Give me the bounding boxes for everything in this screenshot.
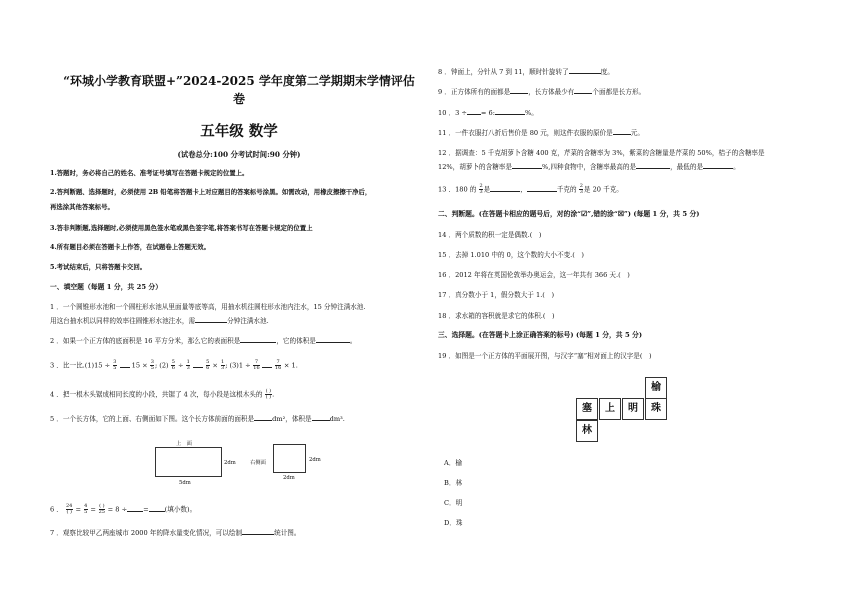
question-16: 16 ．2012 年将在英国伦敦举办奥运会，这一年共有 366 天.( ) [438,271,630,279]
answer-blank [512,162,542,169]
top-face-height: 2dm [224,460,236,466]
question-12-line2: 12%，胡萝卜的含糖率是 %,四种食物中，含糖率最高的是 ，最低的是 。 [438,163,740,171]
right-face-height: 2dm [309,457,321,463]
exam-info: (试卷总分:100 分考试时间:90 分钟) [177,150,301,159]
question-17: 17 ．真分数小于 1，假分数大于 1.( ) [438,291,555,299]
fraction: $\frac{24}{( )}$ [66,503,73,515]
question-10: 10 ．3 ÷ = 6: %。 [438,109,538,117]
question-15: 15 ．去掉 1.010 中的 0，这个数的大小不变.( ) [438,251,584,259]
answer-blank [495,108,525,115]
fraction: $\frac{3}{5}$ [113,359,117,371]
answer-blank [195,316,227,323]
exam-title-line1: “环城小学教育联盟+”2024-2025 学年度第二学期期末学情评估 [63,74,415,88]
question-12-line1: 12 ．据调查：5 千克胡萝卜含糖 400 克，芹菜的含糖率为 3%，紫菜的含糖量是芹菜的 50%，桔子的含糖率是 [438,149,765,157]
answer-blank [240,336,276,343]
top-face-rectangle [155,447,222,477]
section1-heading: 一、填空题（每题 1 分，共 25 分） [50,283,163,291]
fraction: $\frac{1}{3}$ [221,359,225,371]
answer-blank [312,414,330,421]
right-face-width: 2dm [283,475,295,481]
option-b[interactable]: B．林 [444,479,463,487]
top-face-label: 上 面 [176,441,192,447]
net-cell-6: 林 [576,420,598,442]
net-cell-3: 上 [599,398,621,420]
instruction-3: 3.答非判断题,选择题时,必须使用黑色签水笔或黑色签字笔,将答案书写在答题卡规定的位置上 [50,224,313,232]
question-1-line1: 1 ．一个圆锥形水池和一个圆柱形水池从里面量等底等高，用抽水机往圆柱形水池内注水，15 分钟注满水池. [50,303,366,311]
answer-blank [127,505,143,512]
net-cell-2: 塞 [576,398,598,420]
fraction: $\frac{7}{16}$ [274,359,282,371]
option-a[interactable]: A．榆 [444,459,462,467]
option-d[interactable]: D．珠 [444,519,463,527]
fraction: $\frac{4}{5}$ [84,503,88,515]
question-19: 19 ．如图是一个正方体的平面展开图，与汉字“塞”相对面上的汉字是( ) [438,352,652,360]
answer-blank [254,414,272,421]
answer-blank [574,87,592,94]
question-6: 6 ． $\frac{24}{( )}$ = $\frac{4}{5}$ = $\frac{( )}{25}$ = 8 ÷ = (填小数)。 [50,503,197,515]
fraction: $\frac{3}{5}$ [150,359,154,371]
fraction: $\frac{( )}{( )}$ [265,388,272,400]
instruction-2: 2.答判断题、选择题时，必须使用 2B 铅笔将答题卡上对应题目的答案标号涂黑。如需改动，用橡皮擦擦干净后， [50,188,372,196]
fraction: $\frac{( )}{25}$ [98,503,105,515]
question-13: 13 ．180 的 $\frac{2}{3}$ 是 ， 千克的 $\frac{2}{3}$ 是 20 千克。 [438,183,623,195]
fraction: $\frac{5}{6}$ [206,359,210,371]
question-1-line2: 用这台抽水机以同样的效率往圆锥形水池注水，需 分钟注满水池. [50,317,269,325]
question-11: 11 ．一件衣服打八折后售价是 80 元，则这件衣服的原价是 元。 [438,129,644,137]
question-3: 3 ．比一比.(1)15 ÷ $\frac{3}{5}$ 15 × $\frac{3}{5}$ ; (2) $\frac{5}{6}$ ÷ $\frac{1}{3}$ $\frac{5}{6}$ × $\frac{1}{3}$ ; (3)1 ÷ $\frac{7}{16}$ $\frac{7}{16}$ × 1. [50,359,298,371]
question-18: 18 ．求水箱的容积就是求它的体积.( ) [438,312,555,320]
section3-heading: 三、选择题。(在答题卡上涂正确答案的标号) (每题 1 分，共 5 分) [438,331,643,339]
net-cell-1: 榆 [645,377,667,399]
exam-title-line2: 卷 [232,92,245,106]
fraction: $\frac{7}{16}$ [253,359,260,371]
answer-blank [193,361,203,368]
question-9: 9 ．正方体所有的面都是 ，长方体最少有 个面都是长方形。 [438,88,646,96]
grade-subject: 五年级 数学 [200,123,278,140]
answer-blank [490,185,520,192]
fraction: $\frac{5}{6}$ [171,359,175,371]
right-face-label: 右侧面 [250,460,266,466]
question-14: 14 ．两个质数的积一定是偶数.( ) [438,231,542,239]
option-c[interactable]: C．明 [444,499,463,507]
top-face-width: 5dm [179,480,191,486]
fraction: $\frac{2}{3}$ [579,183,583,195]
answer-blank [569,67,601,74]
instruction-5: 5.考试结束后，只将答题卡交回。 [50,263,147,271]
answer-blank [262,361,272,368]
answer-blank [510,87,528,94]
net-cell-5: 珠 [645,398,667,420]
question-5: 5 ．一个长方体，它的上面、右侧面如下图。这个长方体前面的面积是 dm²，体积是 dm³. [50,415,345,423]
question-8: 8 ．钟面上，分针从 7 到 11，顺时针旋转了 度。 [438,68,614,76]
answer-blank [613,128,631,135]
question-7: 7 ．观察比较甲乙两座城市 2000 年的降水量变化情况，可以绘制 统计图。 [50,529,301,537]
right-face-square [273,444,306,473]
answer-blank [636,162,670,169]
answer-blank [242,528,274,535]
net-cell-4: 明 [622,398,644,420]
answer-blank [120,361,130,368]
answer-blank [703,162,733,169]
question-2: 2 ．如果一个正方体的底面积是 16 平方分米，那么它的表面积是 ，它的体积是 。 [50,337,357,345]
instruction-2-cont: 再选涂其他答案标号。 [50,203,114,211]
instruction-1: 1.答题时，务必将自己的姓名、准考证号填写在答题卡规定的位置上。 [50,169,249,177]
fraction: $\frac{1}{3}$ [186,359,190,371]
instruction-4: 4.所有题目必须在答题卡上作答，在试题卷上答题无效。 [50,243,211,251]
answer-blank [316,336,350,343]
question-4: 4 ．把一根木头锯成相同长度的小段，共锯了 4 次，每小段是这根木头的 $\frac{( )}{( )}$ . [50,388,275,400]
fraction: $\frac{2}{3}$ [479,183,483,195]
answer-blank [527,185,557,192]
answer-blank [149,505,165,512]
answer-blank [467,108,481,115]
section2-heading: 二、判断题。(在答题卡相应的题号后，对的涂“☑”,错的涂“☒”) (每题 1 分，共 5 分) [438,210,700,218]
